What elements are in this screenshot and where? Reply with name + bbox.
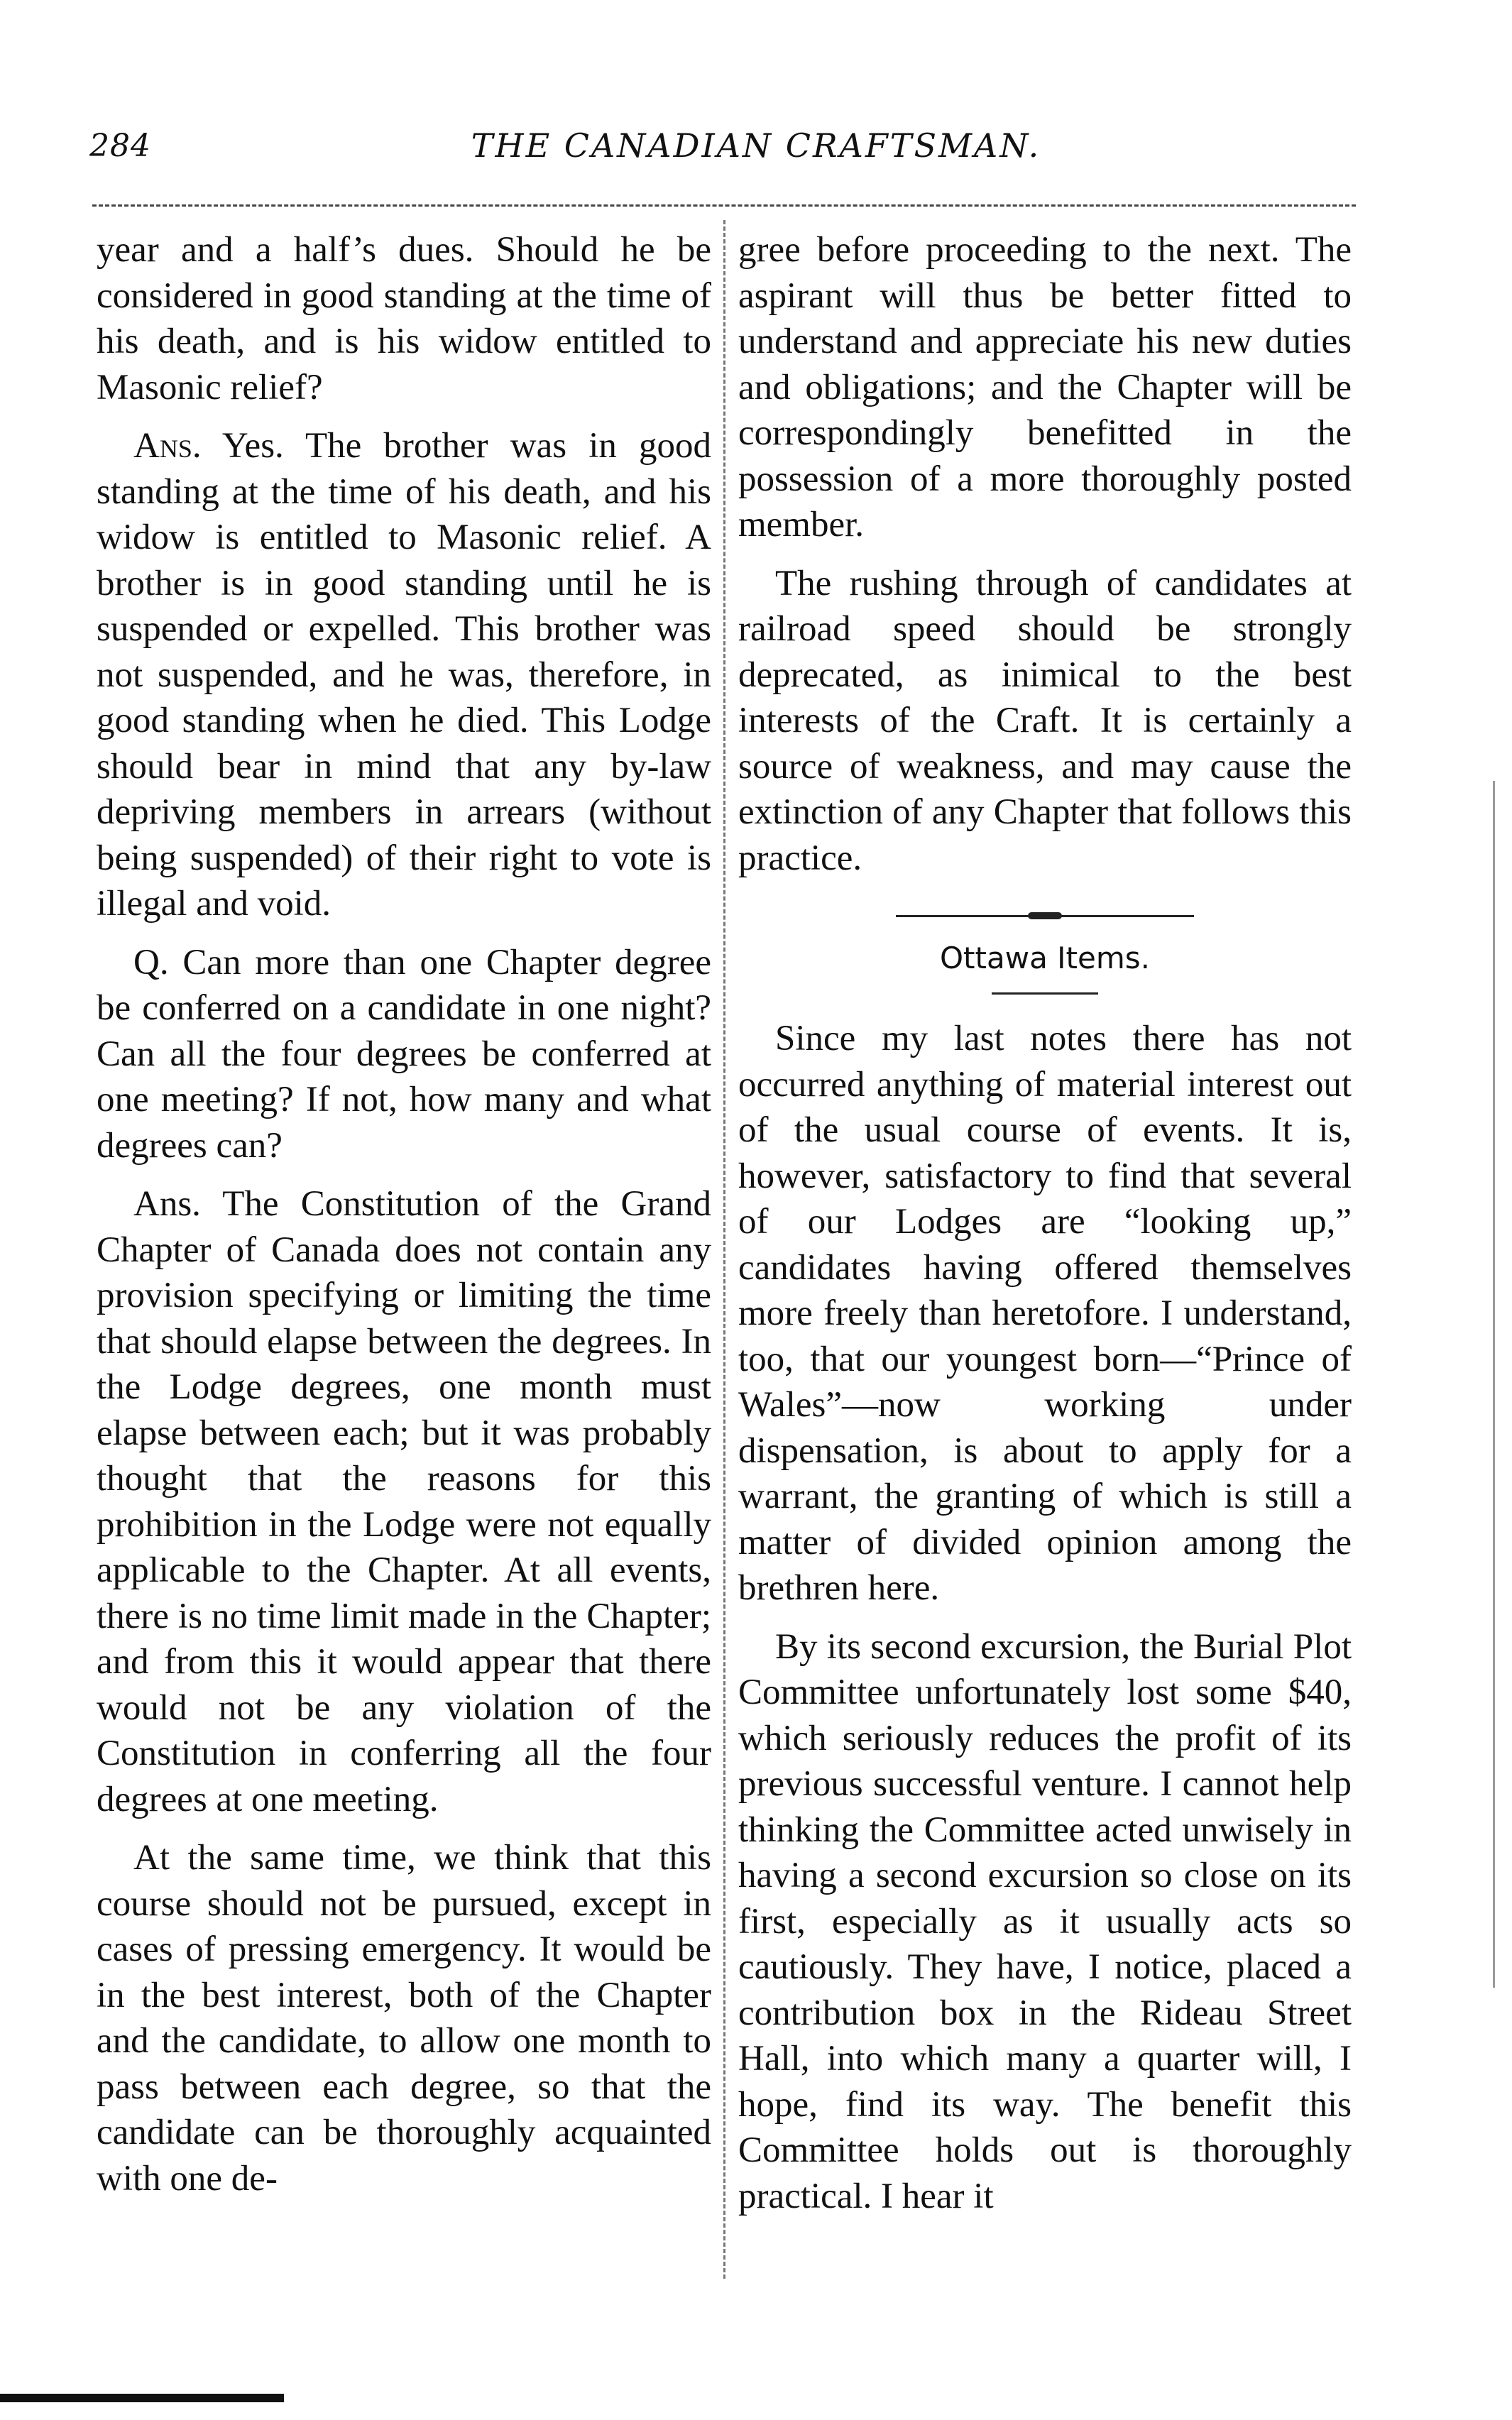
paragraph-same-time: At the same time, we think that this course should not be pursued, except in cases of pressing emergency. It would be in the best interest, both of the Chapter and the candidate, to allow one month to pass between each degree, so that the candidate can be thoroughly acquainted with one de- bbox=[97, 1838, 711, 2199]
scan-edge-mark bbox=[0, 2394, 284, 2402]
section-title-rule bbox=[992, 992, 1098, 995]
answer-lead: Ans. bbox=[133, 426, 202, 466]
paragraph-rushing: The rushing through of candidates at railroad speed should be strongly deprecated, as inimical to the best interests of the Craft. It is certainly a source of weakness, and may cause the extinction of any Chapter that follows this practice. bbox=[738, 563, 1352, 878]
section-divider-ornament bbox=[896, 915, 1194, 917]
scan-edge-line bbox=[1493, 781, 1495, 1988]
running-title: THE CANADIAN CRAFTSMAN. bbox=[471, 126, 1041, 165]
right-column bbox=[738, 227, 1352, 2232]
paragraph-answer-good-standing bbox=[97, 423, 711, 927]
page-number: 284 bbox=[89, 128, 151, 164]
paragraph-constitution-answer: Ans. The Constitution of the Grand Chapter of Canada does not contain any provision specifying or limiting the time that should elapse between the degrees. In the Lodge degrees, one month must elapse between each; but it was probably thought that the reasons for this prohibition in the Lodge were not equally applicable to the Chapter. At all events, there is no time limit made in the Chapter; and from this it would appear that there would not be any violation of the Constitution in conferring all the four degrees at one meeting. bbox=[97, 1184, 711, 1819]
column-divider bbox=[723, 220, 725, 2279]
header-rule bbox=[92, 204, 1356, 207]
paragraph-aspirant: gree before proceeding to the next. The aspirant will thus be better fitted to understand and appreciate his new duties and obligations; and the Chapter will be correspondingly benefitted in the possession of a more thoroughly posted member. bbox=[738, 230, 1352, 544]
left-column bbox=[97, 227, 711, 2214]
paragraph-ottawa-notes: Since my last notes there has not occurred anything of material interest out of the usual course of events. It is, however, satisfactory to find that several of our Lodges are “looking up,” candidates having offered themselves more freely than heretofore. I understand, too, that our youngest born—“Prince of Wales”—now working under dispensation, is about to apply for a warrant, the granting of which is still a matter of divided opinion among the brethren here. bbox=[738, 1019, 1352, 1608]
answer-text: Yes. The brother was in good standing at the time of his death, and his widow is entitled to Masonic relief. A brother is in good standing until he is suspended or expelled. This brother was not suspended, and he was, therefore, in good standing when he died. This Lodge should bear in mind that any by-law depriving members in arrears (without being suspended) of their right to vote is illegal and void. bbox=[97, 426, 711, 924]
section-title: Ottawa Items. bbox=[939, 941, 1150, 975]
paragraph-burial-plot: By its second excursion, the Burial Plot Committee unfortunately lost some $40, which seriously reduces the profit of its previous successful venture. I cannot help thinking the Committee acted unwisely in having a second excursion so close on its first, especially as it usually acts so cautiously. They have, I notice, placed a contribution box in the Rideau Street Hall, into which many a quarter will, I hope, find its way. The benefit this Committee holds out is thoroughly practical. I hear it bbox=[738, 1626, 1352, 2216]
paragraph-chapter-degree-question: Q. Can more than one Chapter degree be conferred on a candidate in one night? Can all the four degrees be conferred at one meeting? If not, how many and what degrees can? bbox=[97, 942, 711, 1166]
paragraph-dues-question: year and a half’s dues. Should he be considered in good standing at the time of his death, and is his widow entitled to Masonic relief? bbox=[97, 230, 711, 407]
